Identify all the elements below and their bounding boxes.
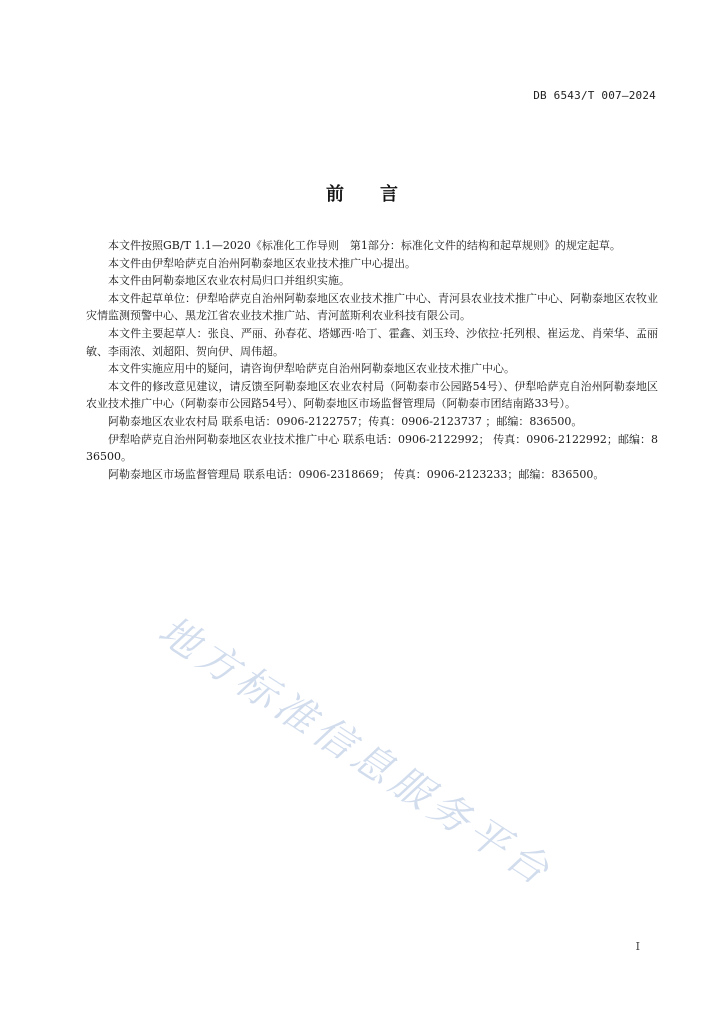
- paragraph-feedback: 本文件的修改意见建议，请反馈至阿勒泰地区农业农村局（阿勒泰市公园路54号）、伊犁哈萨克自治州阿勒泰地区农业技术推广中心（阿勒泰市公园路54号）、阿勒泰地区市场监督管理局（阿勒泰市团结南路33号）。: [86, 379, 658, 411]
- paragraph-inquiries: 本文件实施应用中的疑问，请咨询伊犁哈萨克自治州阿勒泰地区农业技术推广中心。: [108, 362, 515, 376]
- watermark: 地方标准信息服务平台: [150, 607, 561, 897]
- paragraph-drafters: 本文件主要起草人：张良、严丽、孙春花、塔娜西·哈丁、霍鑫、刘玉玲、沙依拉·托列根、崔运龙、肖荣华、孟丽敏、李雨浓、刘超阳、贺向伊、周伟超。: [86, 326, 658, 358]
- paragraph-drafting-basis: 本文件按照GB/T 1.1—2020《标准化工作导则 第1部分：标准化文件的结构和起草规则》的规定起草。: [108, 239, 621, 252]
- paragraph-contact-market-bureau: 阿勒泰地区市场监督管理局 联系电话：0906-2318669； 传真：0906-2123233；邮编：836500。: [108, 467, 605, 481]
- paragraph-contact-agriculture-bureau: 阿勒泰地区农业农村局 联系电话：0906-2122757；传真：0906-2123737 ；邮编：836500。: [108, 414, 583, 428]
- paragraph-contact-tech-center: 伊犁哈萨克自治州阿勒泰地区农业技术推广中心 联系电话：0906-2122992； 传真：0906-2122992；邮编：836500。: [86, 432, 658, 464]
- page-number: I: [635, 940, 640, 953]
- paragraph-administrator: 本文件由阿勒泰地区农业农村局归口并组织实施。: [108, 274, 350, 288]
- page-title: 前言: [326, 184, 434, 205]
- paragraph-proposer: 本文件由伊犁哈萨克自治州阿勒泰地区农业技术推广中心提出。: [108, 256, 416, 270]
- paragraph-drafting-units: 本文件起草单位：伊犁哈萨克自治州阿勒泰地区农业技术推广中心、青河县农业技术推广中心、阿勒泰地区农牧业灾情监测预警中心、黑龙江省农业技术推广站、青河蓝斯利农业科技有限公司。: [86, 291, 658, 323]
- document-code: DB 6543/T 007—2024: [533, 89, 656, 102]
- foreword-body: [86, 237, 658, 483]
